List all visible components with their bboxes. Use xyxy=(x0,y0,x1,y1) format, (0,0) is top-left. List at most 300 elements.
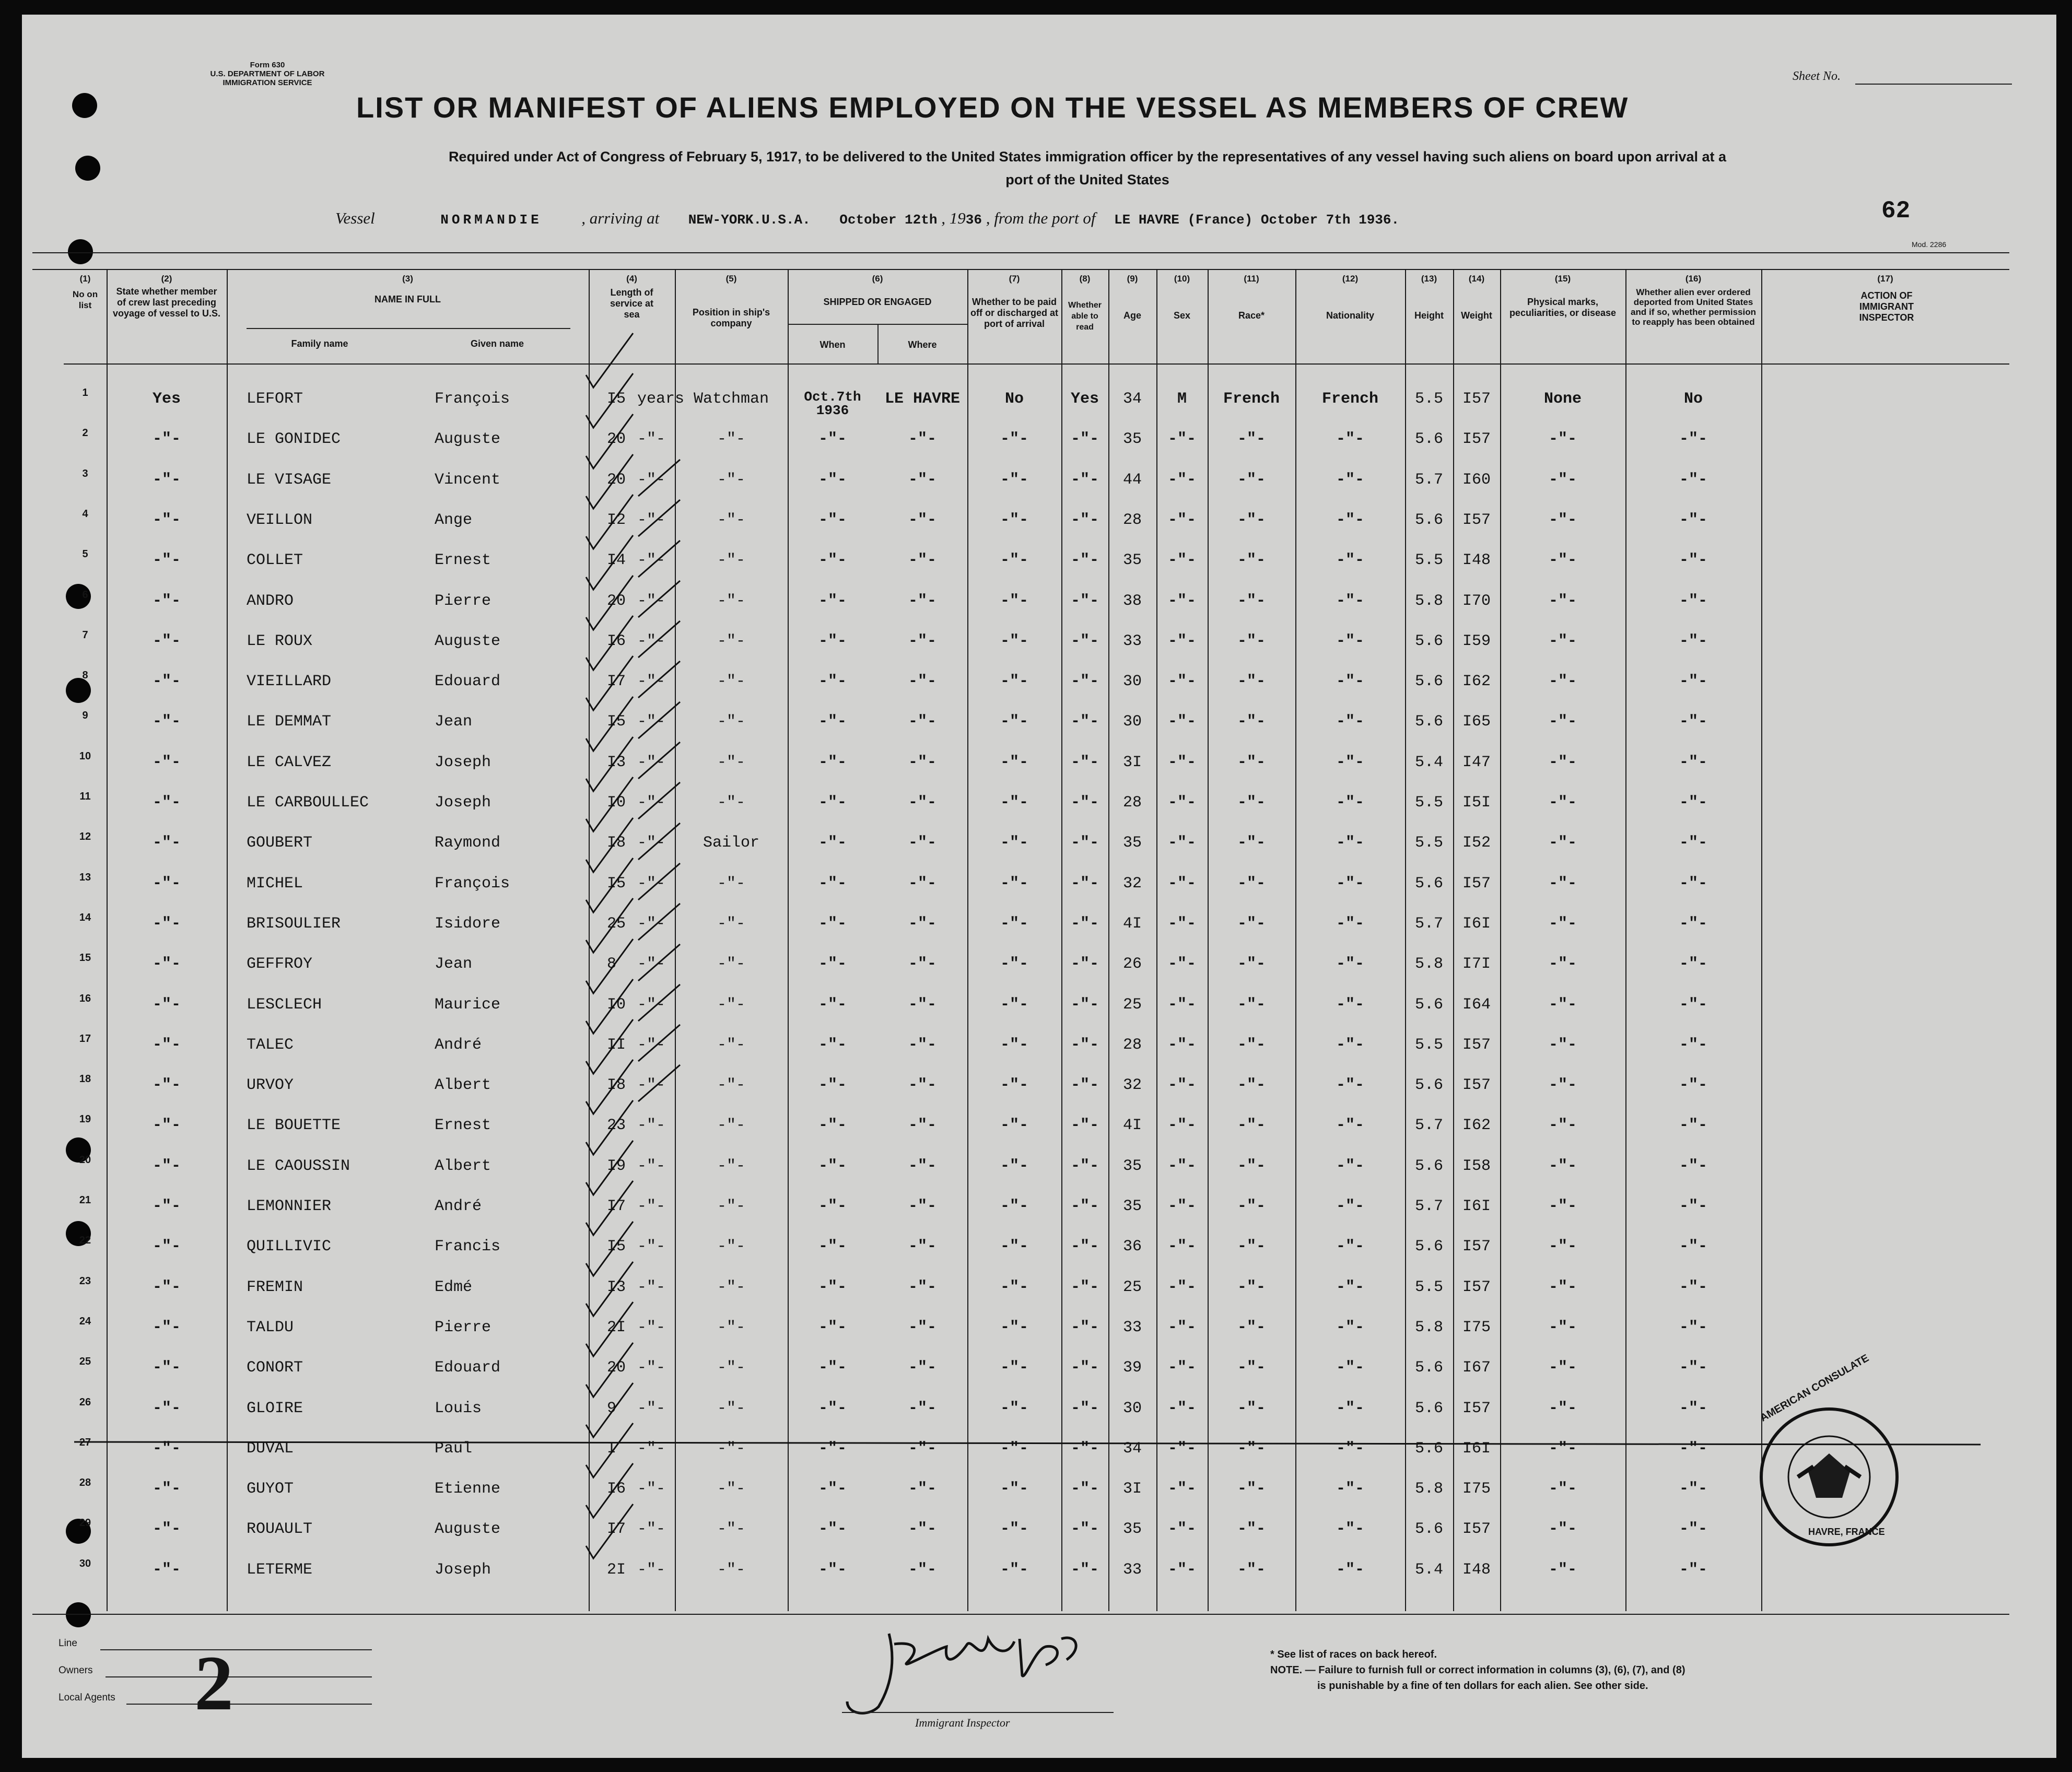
family-name-cell: BRISOULIER xyxy=(247,915,341,933)
height-cell: 5.5 xyxy=(1414,1036,1443,1054)
given-name-cell: Francis xyxy=(435,1238,501,1255)
table-row xyxy=(22,1029,2056,1069)
nationality-cell: -"- xyxy=(1336,551,1364,569)
paid-off-cell: -"- xyxy=(1000,955,1028,973)
given-name-cell: André xyxy=(435,1036,482,1054)
position-cell: -"- xyxy=(717,1319,745,1336)
family-name-cell: LE ROUX xyxy=(247,632,313,650)
row-number: 9 xyxy=(82,710,88,721)
service-cell: I7 xyxy=(607,1520,626,1538)
service-cell: 20 xyxy=(607,430,626,448)
table-row xyxy=(22,746,2056,787)
service-unit-cell: -"- xyxy=(637,1440,666,1458)
when-cell: -"- xyxy=(818,1359,847,1377)
position-cell: -"- xyxy=(717,1157,745,1175)
read-cell: -"- xyxy=(1070,471,1099,489)
check-mark xyxy=(586,1504,633,1558)
where-cell: -"- xyxy=(908,592,937,610)
race-cell: -"- xyxy=(1237,1520,1266,1538)
marks-cell: -"- xyxy=(1548,511,1577,529)
given-name-cell: François xyxy=(435,390,510,408)
table-bottom-rule xyxy=(32,1614,2009,1615)
col-header-position: Position in ship's company xyxy=(692,307,770,328)
check-mark xyxy=(586,1343,633,1397)
paid-off-cell: -"- xyxy=(1000,834,1028,852)
where-cell: -"- xyxy=(908,996,937,1014)
read-cell: -"- xyxy=(1070,1520,1099,1538)
check-mark xyxy=(586,656,633,710)
row-number: 19 xyxy=(79,1113,91,1125)
read-cell: -"- xyxy=(1070,551,1099,569)
weight-cell: I57 xyxy=(1462,1520,1491,1538)
read-cell: -"- xyxy=(1070,592,1099,610)
col-num: (4) xyxy=(626,274,637,284)
height-cell: 5.7 xyxy=(1414,1117,1443,1134)
year-suffix: 36 xyxy=(965,212,982,228)
table-row xyxy=(22,1230,2056,1271)
prev-voyage-cell: -"- xyxy=(152,632,181,650)
marks-cell: -"- xyxy=(1548,632,1577,650)
prev-voyage-cell: -"- xyxy=(152,511,181,529)
weight-cell: I59 xyxy=(1462,632,1491,650)
row-number: 16 xyxy=(79,993,91,1004)
weight-cell: I57 xyxy=(1462,1278,1491,1296)
family-name-cell: LEMONNIER xyxy=(247,1198,332,1215)
sex-cell: -"- xyxy=(1167,1561,1196,1579)
height-cell: 5.5 xyxy=(1414,551,1443,569)
where-cell: -"- xyxy=(908,1319,937,1336)
where-cell: -"- xyxy=(908,1400,937,1417)
deported-cell: -"- xyxy=(1679,1157,1707,1175)
row-number: 7 xyxy=(82,629,88,641)
check-mark xyxy=(638,581,680,617)
weight-cell: I60 xyxy=(1462,471,1491,489)
when-cell: -"- xyxy=(818,794,847,812)
table-row xyxy=(22,1069,2056,1109)
height-cell: 5.6 xyxy=(1414,430,1443,448)
table-row xyxy=(22,706,2056,746)
age-cell: 4I xyxy=(1122,915,1142,933)
age-cell: 30 xyxy=(1122,713,1142,731)
position-cell: -"- xyxy=(717,996,745,1014)
where-cell: -"- xyxy=(908,713,937,731)
race-cell: -"- xyxy=(1237,915,1266,933)
prev-voyage-cell: -"- xyxy=(152,834,181,852)
prev-voyage-cell: -"- xyxy=(152,592,181,610)
height-cell: 5.8 xyxy=(1414,592,1443,610)
family-name-cell: LE BOUETTE xyxy=(247,1117,341,1134)
col-header-where: Where xyxy=(908,339,937,350)
prev-voyage-cell: -"- xyxy=(152,996,181,1014)
table-row xyxy=(22,908,2056,948)
name-subrule xyxy=(247,328,570,329)
given-name-cell: Ernest xyxy=(435,1117,491,1134)
paid-off-cell: -"- xyxy=(1000,1036,1028,1054)
given-name-cell: Ernest xyxy=(435,551,491,569)
check-mark xyxy=(586,1181,633,1235)
age-cell: 28 xyxy=(1122,1036,1142,1054)
deported-cell: -"- xyxy=(1679,1520,1707,1538)
marks-cell: -"- xyxy=(1548,1238,1577,1255)
service-cell: I6 xyxy=(607,1480,626,1498)
nationality-cell: -"- xyxy=(1336,1319,1364,1336)
table-row xyxy=(22,948,2056,988)
where-cell: -"- xyxy=(908,794,937,812)
service-unit-cell: -"- xyxy=(637,592,666,610)
marks-cell: None xyxy=(1543,390,1582,408)
family-name-cell: QUILLIVIC xyxy=(247,1238,332,1255)
position-cell: -"- xyxy=(717,875,745,893)
deported-cell: -"- xyxy=(1679,430,1707,448)
marks-cell: -"- xyxy=(1548,1198,1577,1215)
check-mark xyxy=(586,697,633,751)
nationality-cell: -"- xyxy=(1336,511,1364,529)
age-cell: 33 xyxy=(1122,1319,1142,1336)
where-cell: -"- xyxy=(908,754,937,771)
service-unit-cell: -"- xyxy=(637,834,666,852)
weight-cell: I75 xyxy=(1462,1480,1491,1498)
race-cell: -"- xyxy=(1237,1480,1266,1498)
owners-rule xyxy=(106,1676,372,1677)
check-mark xyxy=(638,702,680,738)
col-num: (3) xyxy=(402,274,413,284)
height-cell: 5.5 xyxy=(1414,834,1443,852)
deported-cell: -"- xyxy=(1679,1440,1707,1458)
deported-cell: -"- xyxy=(1679,511,1707,529)
marks-cell: -"- xyxy=(1548,1036,1577,1054)
prev-voyage-cell: -"- xyxy=(152,754,181,771)
check-mark xyxy=(638,460,680,496)
marks-cell: -"- xyxy=(1548,1157,1577,1175)
row-number: 18 xyxy=(79,1073,91,1085)
service-unit-cell: -"- xyxy=(637,955,666,973)
from-port: LE HAVRE (France) October 7th 1936. xyxy=(1114,212,1400,228)
where-cell: -"- xyxy=(908,1440,937,1458)
age-cell: 30 xyxy=(1122,673,1142,690)
race-cell: -"- xyxy=(1237,632,1266,650)
given-name-cell: Isidore xyxy=(435,915,501,933)
given-name-cell: Auguste xyxy=(435,632,501,650)
manifest-title: LIST OR MANIFEST OF ALIENS EMPLOYED ON THE VESSEL AS MEMBERS OF CREW xyxy=(356,91,1629,124)
age-cell: 33 xyxy=(1122,632,1142,650)
given-name-cell: Edouard xyxy=(435,1359,501,1377)
table-row xyxy=(22,504,2056,544)
race-cell: -"- xyxy=(1237,1319,1266,1336)
family-name-cell: VIEILLARD xyxy=(247,673,332,690)
check-mark xyxy=(638,863,680,900)
row-number: 30 xyxy=(79,1558,91,1569)
deported-cell: -"- xyxy=(1679,1238,1707,1255)
col-header-service: Length of service at sea xyxy=(610,287,654,320)
marks-cell: -"- xyxy=(1548,673,1577,690)
given-name-cell: Edmé xyxy=(435,1278,473,1296)
read-cell: -"- xyxy=(1070,511,1099,529)
given-name-cell: Auguste xyxy=(435,430,501,448)
table-row xyxy=(22,1271,2056,1311)
check-mark xyxy=(638,500,680,536)
service-cell: I5 xyxy=(607,713,626,731)
service-cell: 2I xyxy=(607,1561,626,1579)
sex-cell: -"- xyxy=(1167,996,1196,1014)
height-cell: 5.6 xyxy=(1414,632,1443,650)
race-cell: French xyxy=(1223,390,1280,408)
position-cell: -"- xyxy=(717,511,745,529)
height-cell: 5.8 xyxy=(1414,1319,1443,1336)
height-cell: 5.5 xyxy=(1414,794,1443,812)
deported-cell: -"- xyxy=(1679,592,1707,610)
height-cell: 5.8 xyxy=(1414,1480,1443,1498)
table-row xyxy=(22,585,2056,625)
weight-cell: I65 xyxy=(1462,713,1491,731)
sex-cell: -"- xyxy=(1167,1400,1196,1417)
prev-voyage-cell: -"- xyxy=(152,1117,181,1134)
family-name-cell: FREMIN xyxy=(247,1278,303,1296)
paid-off-cell: -"- xyxy=(1000,632,1028,650)
nationality-cell: -"- xyxy=(1336,754,1364,771)
service-unit-cell: -"- xyxy=(637,430,666,448)
deported-cell: -"- xyxy=(1679,996,1707,1014)
col-num: (14) xyxy=(1468,274,1485,284)
race-cell: -"- xyxy=(1237,1278,1266,1296)
when-cell: -"- xyxy=(818,632,847,650)
when-cell: -"- xyxy=(818,1440,847,1458)
marks-cell: -"- xyxy=(1548,1076,1577,1094)
height-cell: 5.6 xyxy=(1414,875,1443,893)
table-body-rule xyxy=(64,363,2009,365)
check-mark xyxy=(586,1100,633,1155)
family-name-cell: LE GONIDEC xyxy=(247,430,341,448)
deported-cell: -"- xyxy=(1679,471,1707,489)
table-row xyxy=(22,867,2056,908)
height-cell: 5.6 xyxy=(1414,713,1443,731)
check-mark xyxy=(586,1019,633,1074)
table-row xyxy=(22,827,2056,867)
given-name-cell: Louis xyxy=(435,1400,482,1417)
family-name-cell: ROUAULT xyxy=(247,1520,313,1538)
when-cell: -"- xyxy=(818,430,847,448)
family-name-cell: TALDU xyxy=(247,1319,294,1336)
paid-off-cell: -"- xyxy=(1000,1359,1028,1377)
position-cell: Watchman xyxy=(693,390,769,408)
age-cell: 35 xyxy=(1122,1520,1142,1538)
read-cell: -"- xyxy=(1070,1117,1099,1134)
when-cell: -"- xyxy=(818,1319,847,1336)
row-number: 5 xyxy=(82,548,88,560)
col-header-sex: Sex xyxy=(1173,310,1191,321)
check-mark xyxy=(586,373,633,428)
race-cell: -"- xyxy=(1237,1238,1266,1255)
race-cell: -"- xyxy=(1237,1359,1266,1377)
service-cell: I7 xyxy=(607,1198,626,1215)
row-number: 3 xyxy=(82,468,88,479)
prev-voyage-cell: -"- xyxy=(152,1076,181,1094)
read-cell: -"- xyxy=(1070,834,1099,852)
deported-cell: -"- xyxy=(1679,1359,1707,1377)
service-cell: 9 xyxy=(607,1400,617,1417)
penalty-note-2: is punishable by a fine of ten dollars for each alien. See other side. xyxy=(1317,1680,1648,1692)
when-cell: -"- xyxy=(818,1561,847,1579)
nationality-cell: -"- xyxy=(1336,996,1364,1014)
position-cell: -"- xyxy=(717,1440,745,1458)
arrival-date: October 12th xyxy=(839,212,938,228)
where-cell: -"- xyxy=(908,1278,937,1296)
signature-rule xyxy=(842,1712,1114,1713)
read-cell: -"- xyxy=(1070,1036,1099,1054)
col-num: (17) xyxy=(1877,274,1893,284)
given-name-cell: Edouard xyxy=(435,673,501,690)
family-name-cell: COLLET xyxy=(247,551,303,569)
marks-cell: -"- xyxy=(1548,1561,1577,1579)
col-header-prev-voyage: State whether member of crew last preceding voyage of vessel to U.S. xyxy=(112,286,221,319)
age-cell: 4I xyxy=(1122,1117,1142,1134)
nationality-cell: French xyxy=(1321,390,1379,408)
table-row xyxy=(22,1352,2056,1392)
race-cell: -"- xyxy=(1237,754,1266,771)
weight-cell: I57 xyxy=(1462,511,1491,529)
prev-voyage-cell: -"- xyxy=(152,1238,181,1255)
weight-cell: I7I xyxy=(1462,955,1491,973)
race-cell: -"- xyxy=(1237,471,1266,489)
col-header-no: No on list xyxy=(72,289,98,310)
agents-rule xyxy=(126,1704,372,1705)
weight-cell: I57 xyxy=(1462,390,1491,408)
service-unit-cell: -"- xyxy=(637,794,666,812)
check-mark xyxy=(638,903,680,940)
sex-cell: -"- xyxy=(1167,1319,1196,1336)
col-num: (2) xyxy=(161,274,172,284)
prev-voyage-cell: Yes xyxy=(152,390,181,408)
age-cell: 34 xyxy=(1122,1440,1142,1458)
family-name-cell: GUYOT xyxy=(247,1480,294,1498)
year-prefix: , 19 xyxy=(941,209,966,227)
age-cell: 35 xyxy=(1122,551,1142,569)
weight-cell: I57 xyxy=(1462,1238,1491,1255)
where-cell: -"- xyxy=(908,1520,937,1538)
weight-cell: I48 xyxy=(1462,551,1491,569)
service-cell: 20 xyxy=(607,471,626,489)
table-row xyxy=(22,423,2056,463)
race-cell: -"- xyxy=(1237,1440,1266,1458)
family-name-cell: VEILLON xyxy=(247,511,313,529)
row-number: 27 xyxy=(79,1437,91,1448)
race-cell: -"- xyxy=(1237,430,1266,448)
check-mark xyxy=(586,495,633,549)
position-cell: -"- xyxy=(717,1198,745,1215)
when-cell: -"- xyxy=(818,1076,847,1094)
nationality-cell: -"- xyxy=(1336,1520,1364,1538)
family-name-cell: GOUBERT xyxy=(247,834,313,852)
service-cell: I xyxy=(607,1440,617,1458)
read-cell: -"- xyxy=(1070,955,1099,973)
where-cell: -"- xyxy=(908,1076,937,1094)
position-cell: -"- xyxy=(717,794,745,812)
age-cell: 25 xyxy=(1122,996,1142,1014)
sex-cell: -"- xyxy=(1167,834,1196,852)
table-row xyxy=(22,1150,2056,1190)
service-unit-cell: -"- xyxy=(637,1198,666,1215)
service-unit-cell: -"- xyxy=(637,754,666,771)
sex-cell: -"- xyxy=(1167,1520,1196,1538)
deported-cell: No xyxy=(1683,390,1703,408)
paid-off-cell: -"- xyxy=(1000,673,1028,690)
height-cell: 5.6 xyxy=(1414,996,1443,1014)
given-name-cell: Ange xyxy=(435,511,473,529)
service-unit-cell: -"- xyxy=(637,1117,666,1134)
row-number: 20 xyxy=(79,1154,91,1166)
position-cell: -"- xyxy=(717,551,745,569)
position-cell: -"- xyxy=(717,1117,745,1134)
height-cell: 5.7 xyxy=(1414,915,1443,933)
read-cell: -"- xyxy=(1070,1076,1099,1094)
paid-off-cell: -"- xyxy=(1000,1198,1028,1215)
sex-cell: -"- xyxy=(1167,632,1196,650)
when-cell: -"- xyxy=(818,1480,847,1498)
weight-cell: I62 xyxy=(1462,673,1491,690)
col-header-action: ACTION OF IMMIGRANT INSPECTOR xyxy=(1859,290,1914,323)
prev-voyage-cell: -"- xyxy=(152,1157,181,1175)
prev-voyage-cell: -"- xyxy=(152,955,181,973)
marks-cell: -"- xyxy=(1548,713,1577,731)
race-cell: -"- xyxy=(1237,1076,1266,1094)
marks-cell: -"- xyxy=(1548,1278,1577,1296)
race-cell: -"- xyxy=(1237,1036,1266,1054)
given-name-cell: Etienne xyxy=(435,1480,501,1498)
when-cell: -"- xyxy=(818,754,847,771)
col-header-shipped: SHIPPED OR ENGAGED xyxy=(823,297,932,307)
service-cell: I0 xyxy=(607,996,626,1014)
height-cell: 5.6 xyxy=(1414,1359,1443,1377)
weight-cell: I57 xyxy=(1462,875,1491,893)
row-number: 11 xyxy=(79,791,91,802)
nationality-cell: -"- xyxy=(1336,713,1364,731)
table-row xyxy=(22,989,2056,1029)
table-row xyxy=(22,1311,2056,1352)
service-unit-cell: -"- xyxy=(637,1480,666,1498)
check-mark xyxy=(586,979,633,1034)
service-unit-cell: -"- xyxy=(637,915,666,933)
where-cell: -"- xyxy=(908,471,937,489)
height-cell: 5.6 xyxy=(1414,1520,1443,1538)
age-cell: 3I xyxy=(1122,754,1142,771)
check-mark xyxy=(638,742,680,779)
nationality-cell: -"- xyxy=(1336,673,1364,690)
age-cell: 44 xyxy=(1122,471,1142,489)
service-cell: I4 xyxy=(607,551,626,569)
nationality-cell: -"- xyxy=(1336,1359,1364,1377)
position-cell: -"- xyxy=(717,471,745,489)
paid-off-cell: -"- xyxy=(1000,1480,1028,1498)
check-mark xyxy=(586,939,633,993)
read-cell: -"- xyxy=(1070,430,1099,448)
marks-cell: -"- xyxy=(1548,1319,1577,1336)
prev-voyage-cell: -"- xyxy=(152,1359,181,1377)
col-header-nationality: Nationality xyxy=(1326,310,1374,321)
paid-off-cell: -"- xyxy=(1000,713,1028,731)
inspector-signature xyxy=(816,1618,1140,1722)
weight-cell: I64 xyxy=(1462,996,1491,1014)
row-number: 26 xyxy=(79,1397,91,1408)
prev-voyage-cell: -"- xyxy=(152,1520,181,1538)
position-cell: -"- xyxy=(717,1359,745,1377)
where-cell: -"- xyxy=(908,511,937,529)
table-row xyxy=(22,1109,2056,1149)
height-cell: 5.4 xyxy=(1414,754,1443,771)
requirement-text xyxy=(200,145,1975,191)
position-cell: -"- xyxy=(717,1400,745,1417)
height-cell: 5.6 xyxy=(1414,1076,1443,1094)
age-cell: 35 xyxy=(1122,1157,1142,1175)
when-cell: -"- xyxy=(818,1278,847,1296)
